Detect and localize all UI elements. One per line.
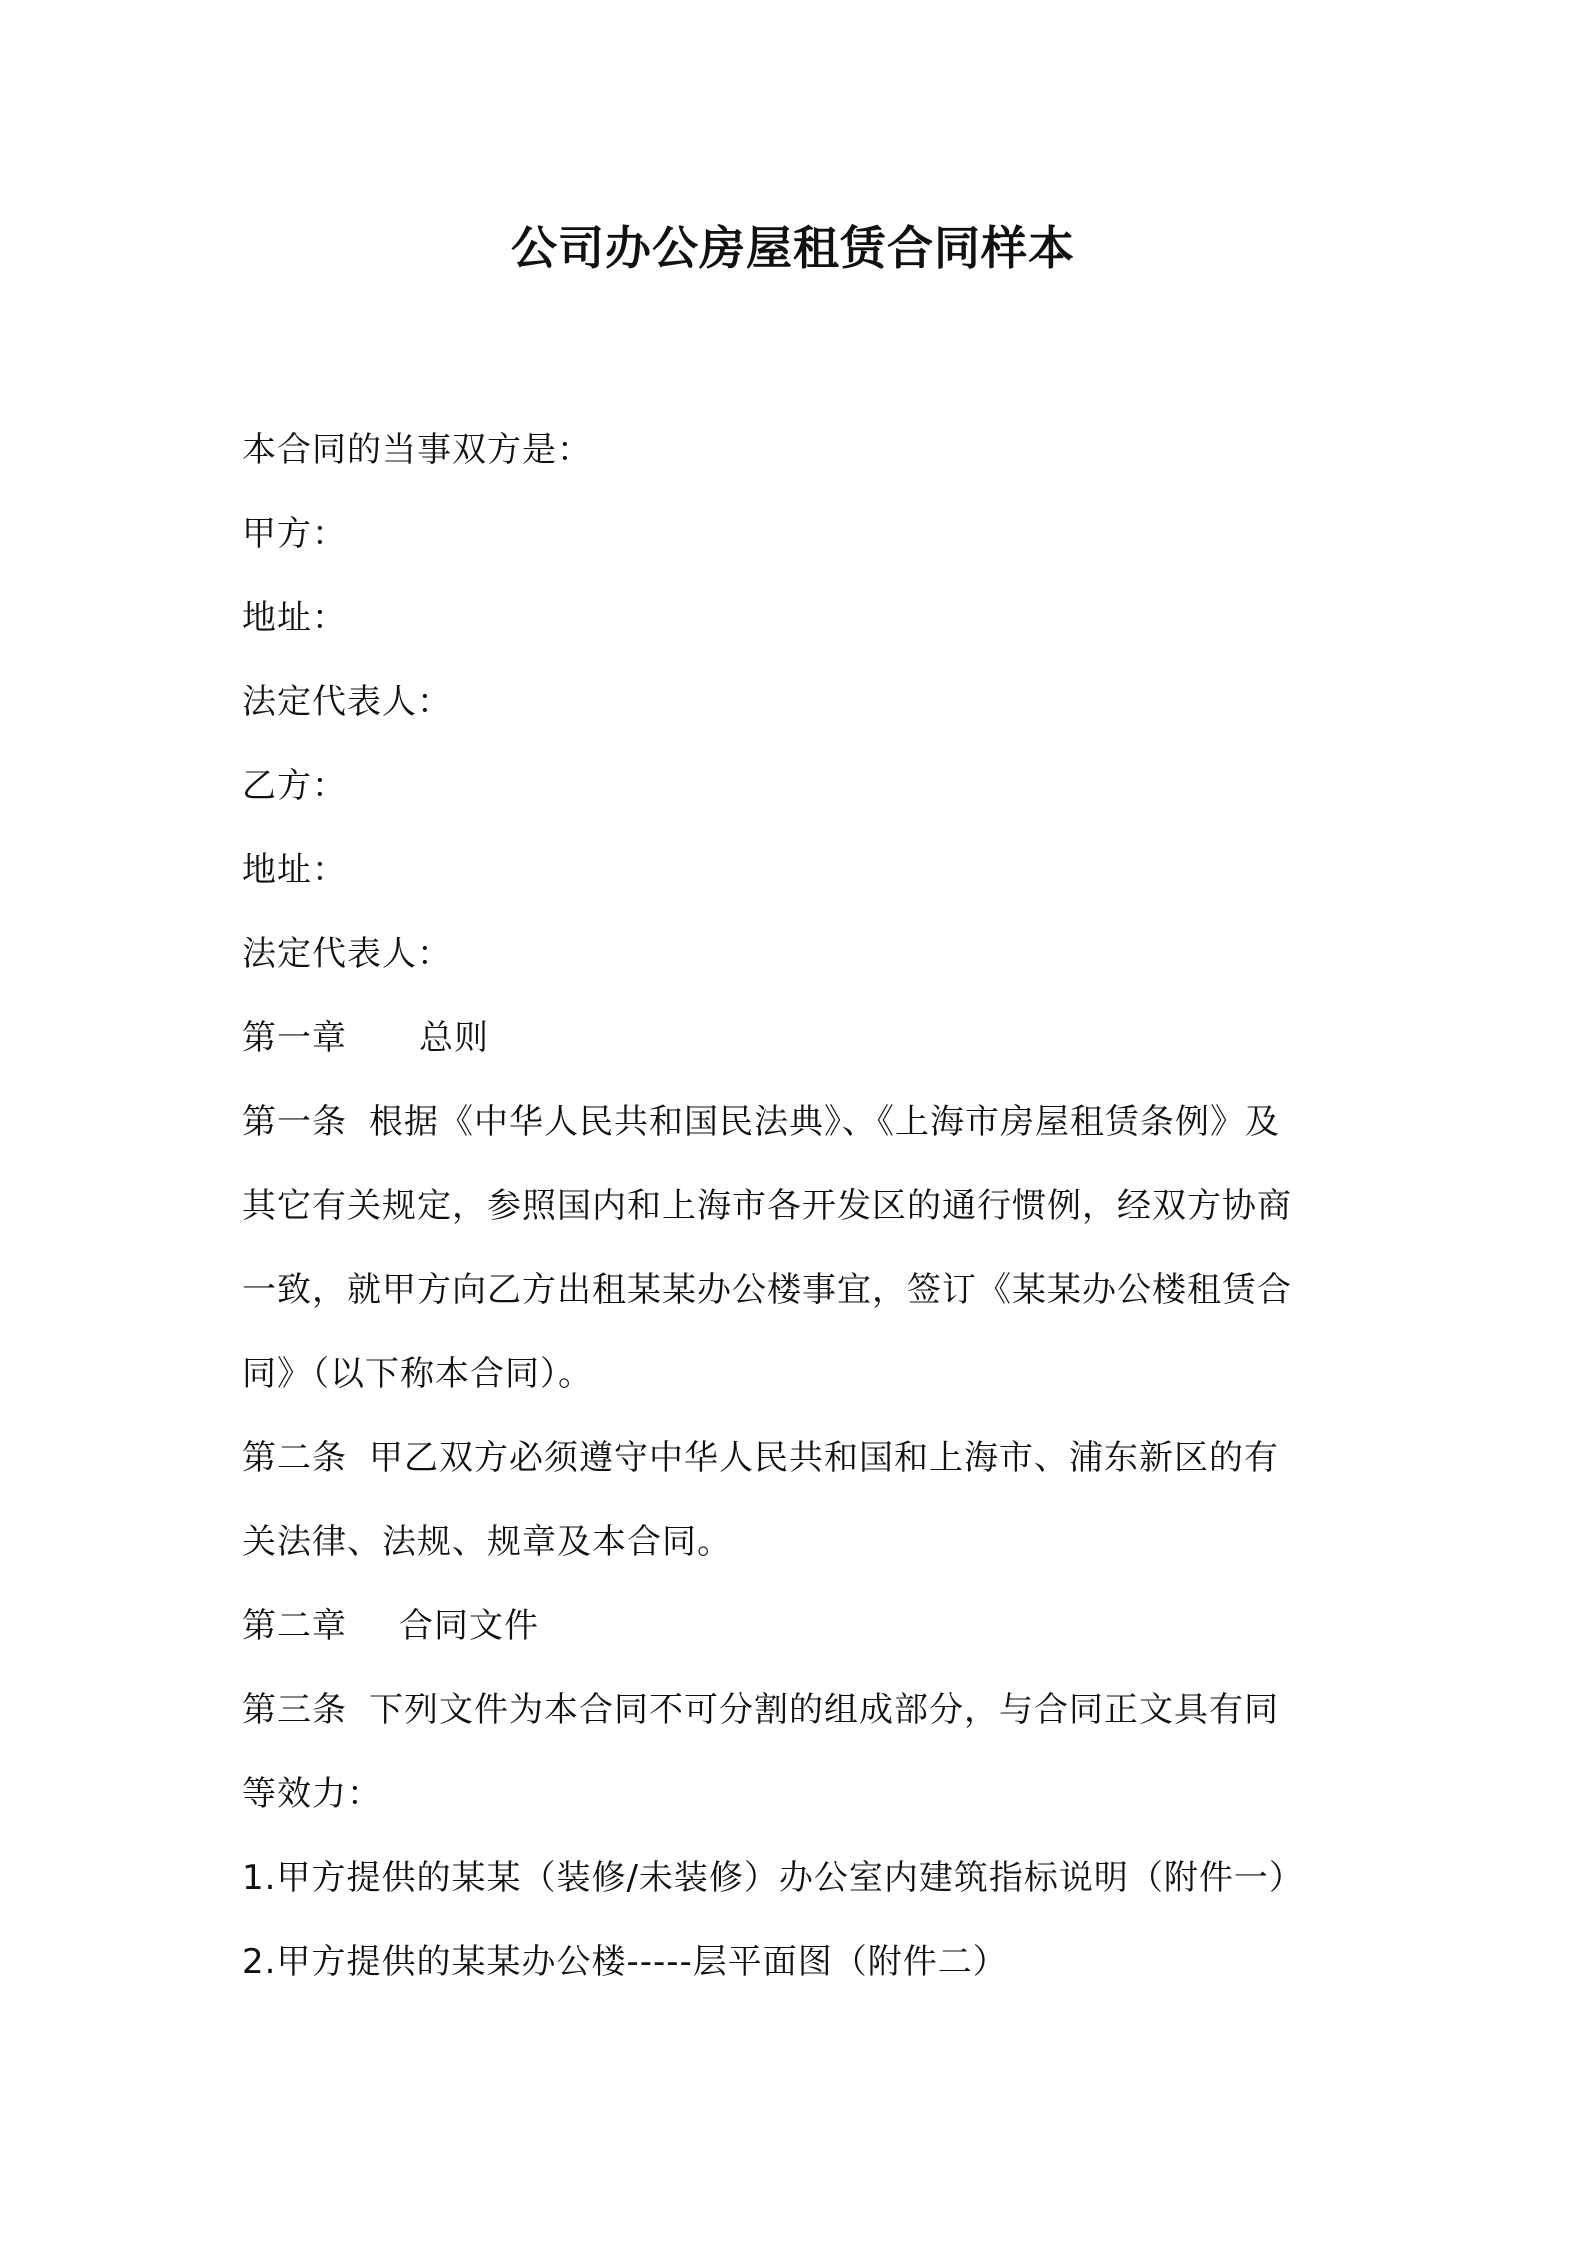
chapter-1-number: 第一章 (242, 1018, 347, 1058)
chapter-2-number: 第二章 (242, 1606, 347, 1646)
attachment-item: 2.甲方提供的某某办公楼-----层平面图（附件二） (242, 1942, 1008, 1982)
party-a-representative-label: 法定代表人： (242, 682, 452, 722)
article-1-number: 第一条 (242, 1102, 347, 1142)
article-2-text: 甲乙双方必须遵守中华人民共和国和上海市、浦东新区的有 (369, 1438, 1279, 1478)
party-b-address-label: 地址： (242, 850, 347, 890)
article-1-line (242, 1080, 1360, 1164)
article-3-line (242, 1668, 1360, 1752)
chapter-1-name: 总则 (419, 1018, 489, 1058)
article-2-line (242, 1416, 1360, 1500)
chapter-1-heading (242, 996, 1360, 1080)
article-3-number: 第三条 (242, 1690, 347, 1730)
article-1-line: 其它有关规定，参照国内和上海市各开发区的通行惯例，经双方协商 (242, 1186, 1292, 1226)
document-body (242, 408, 1360, 2004)
party-b-label: 乙方： (242, 766, 347, 806)
article-3-line: 等效力： (242, 1774, 382, 1814)
document-title: 公司办公房屋租赁合同样本 (511, 221, 1075, 275)
chapter-2-name: 合同文件 (399, 1606, 539, 1646)
party-b-representative-label: 法定代表人： (242, 934, 452, 974)
article-2-number: 第二条 (242, 1438, 347, 1478)
article-1-line: 同》（以下称本合同）。 (242, 1354, 593, 1394)
article-1-text: 根据《中华人民共和国民法典》、《上海市房屋租赁条例》及 (369, 1102, 1280, 1142)
party-a-label: 甲方： (242, 514, 347, 554)
party-a-address-label: 地址： (242, 598, 347, 638)
article-3-text: 下列文件为本合同不可分割的组成部分，与合同正文具有同 (369, 1690, 1279, 1730)
chapter-2-heading (242, 1584, 1360, 1668)
parties-intro: 本合同的当事双方是： (242, 430, 592, 470)
attachment-item: 1.甲方提供的某某（装修/未装修）办公室内建筑指标说明（附件一） (242, 1858, 1304, 1898)
article-1-line: 一致，就甲方向乙方出租某某办公楼事宜，签订《某某办公楼租赁合 (242, 1270, 1292, 1310)
article-2-line: 关法律、法规、规章及本合同。 (242, 1522, 732, 1562)
